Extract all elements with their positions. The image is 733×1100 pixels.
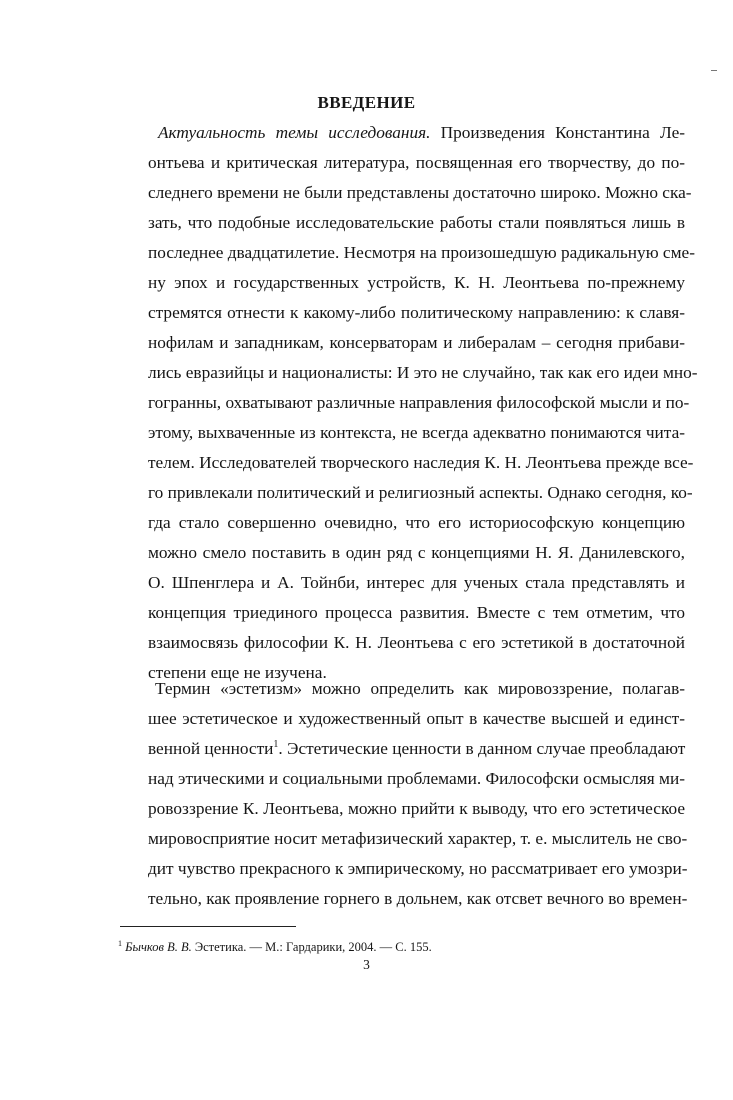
footnote-author: Бычков В. В. xyxy=(125,940,192,954)
paragraph-2-line: тельно, как проявление горнего в дольнем, как отсвет вечного во времен- xyxy=(148,889,688,908)
footnote-separator xyxy=(120,926,296,927)
paragraph-1-line: гогранны, охватывают различные направления философской мысли и по- xyxy=(148,393,690,412)
paragraph-2 xyxy=(148,674,688,914)
paragraph-1-line: следнего времени не были представлены достаточно широко. Можно ска- xyxy=(148,183,692,202)
page-number: 3 xyxy=(363,957,370,972)
paragraph-1-line: нофилам и западникам, консерваторам и либералам – сегодня прибави- xyxy=(148,333,685,352)
footnote-number: 1 xyxy=(118,939,122,948)
paragraph-lead: Актуальность темы исследования. xyxy=(158,123,431,142)
paragraph-1-line: степени еще не изучена. xyxy=(148,663,327,682)
paragraph-1-line: О. Шпенглера и А. Тойнби, интерес для ученых стала представлять и xyxy=(148,573,685,592)
paragraph-1-line: ну эпох и государственных устройств, К. Н. Леонтьева по-прежнему xyxy=(148,273,685,292)
paragraph-1-line: лись евразийцы и националисты: И это не случайно, так как его идеи мно- xyxy=(148,363,698,382)
page-title: ВВЕДЕНИЕ xyxy=(317,93,416,112)
paragraph-2-line: ровоззрение К. Леонтьева, можно прийти к выводу, что его эстетическое xyxy=(148,799,685,818)
paragraph-1-line: взаимосвязь философии К. Н. Леонтьева с его эстетикой в достаточной xyxy=(148,633,685,652)
paragraph-2-line: шее эстетическое и художественный опыт в качестве высшей и единст- xyxy=(148,709,685,728)
paragraph-2-line: над этическими и социальными проблемами. Философски осмысляя ми- xyxy=(148,769,685,788)
paragraph-2-line: Термин «эстетизм» можно определить как мировоззрение, полагав- xyxy=(155,679,685,698)
paragraph-2-line: венной ценности$^1$. Эстетические ценности в данном случае преобладают xyxy=(148,739,686,758)
paragraph-1-line: гда стало совершенно очевидно, что его историософскую концепцию xyxy=(148,513,685,532)
paragraph-1-line: можно смело поставить в один ряд с концепциями Н. Я. Данилевского, xyxy=(148,543,685,562)
footnote-text: Эстетика. — М.: Гардарики, 2004. — С. 155. xyxy=(191,940,432,954)
paragraph-1-line: онтьева и критическая литература, посвященная его творчеству, до по- xyxy=(148,153,685,172)
paragraph-1-line: зать, что подобные исследовательские работы стали появляться лишь в xyxy=(148,213,685,232)
paragraph-2-line: дит чувство прекрасного к эмпирическому, но рассматривает его умозри- xyxy=(148,859,688,878)
footnote-reference[interactable]: 1 xyxy=(273,739,279,750)
paragraph-1-line: концепция триединого процесса развития. Вместе с тем отметим, что xyxy=(148,603,685,622)
paragraph-1-line: Актуальность темы исследования. Произведения Константина Ле- xyxy=(158,123,686,142)
paragraph-1-line: стремятся отнести к какому-либо политическому направлению: к славя- xyxy=(148,303,685,322)
paragraph-1-line: го привлекали политический и религиозный аспекты. Однако сегодня, ко- xyxy=(148,483,693,502)
paragraph-1-line: последнее двадцатилетие. Несмотря на произошедшую радикальную сме- xyxy=(148,243,695,262)
scan-mark xyxy=(711,70,717,71)
paragraph-1-line: телем. Исследователей творческого наследия К. Н. Леонтьева прежде все- xyxy=(148,453,694,472)
footnote xyxy=(118,936,432,955)
paragraph-2-line: мировосприятие носит метафизический характер, т. е. мыслитель не сво- xyxy=(148,829,688,848)
paragraph-1-line: этому, выхваченные из контекста, не всегда адекватно понимаются чита- xyxy=(148,423,685,442)
paragraph-1 xyxy=(148,118,698,688)
